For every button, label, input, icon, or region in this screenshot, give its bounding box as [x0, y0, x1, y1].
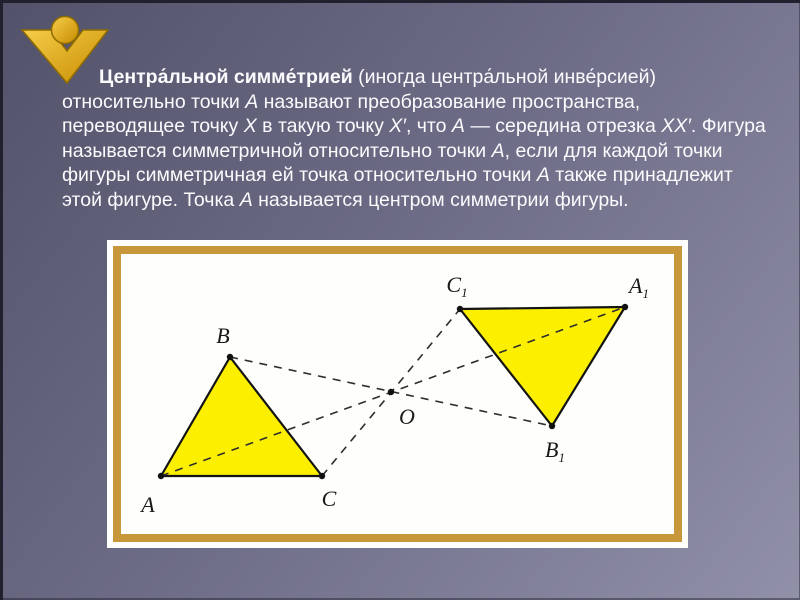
point-label-B: B: [216, 323, 230, 348]
central-symmetry-diagram: [121, 254, 674, 534]
math-variable: А: [491, 139, 505, 162]
text-segment: (иногда центра́льной инве́рсией): [352, 66, 657, 88]
text-segment: называется симметричной относительно точки: [62, 139, 492, 162]
text-segment: также принадлежит: [549, 164, 733, 187]
math-variable: А: [451, 115, 465, 138]
math-variable: Х′: [389, 115, 406, 138]
point-dot-O: [388, 389, 394, 395]
point-label-C: C: [321, 486, 337, 511]
math-variable: А: [536, 164, 550, 187]
math-variable: А: [239, 188, 253, 211]
text-segment: называется центром симметрии фигуры.: [252, 188, 629, 211]
definition-paragraph: [62, 65, 770, 213]
triangle-image: [460, 307, 625, 426]
text-segment: , что: [405, 115, 452, 138]
text-segment: называют преобразование пространства,: [258, 90, 641, 113]
text-segment: этой фигуре. Точка: [62, 188, 240, 211]
math-variable: А: [245, 90, 259, 113]
text-segment: переводящее точку: [62, 115, 244, 138]
term-bold: Центра́льной симме́трией: [99, 66, 353, 88]
point-dot-C1: [457, 306, 463, 312]
point-label-A1: $A_1$: [629, 273, 649, 301]
point-dot-B1: [549, 423, 555, 429]
logo-ball: [52, 17, 79, 44]
text-segment: относительно точки: [62, 90, 246, 113]
math-variable: ХХ′: [661, 115, 691, 138]
text-segment: в такую точку: [256, 115, 390, 138]
point-label-O: O: [399, 404, 415, 429]
point-label-B1: $B_1$: [545, 437, 565, 465]
point-label-A: A: [141, 492, 155, 517]
text-segment: . Фигура: [690, 115, 766, 138]
point-dot-A1: [622, 304, 628, 310]
point-label-C1: $C_1$: [446, 272, 468, 300]
text-segment: , если для каждой точки: [504, 139, 723, 162]
triangle-original: [161, 357, 322, 476]
point-dot-A: [158, 473, 164, 479]
point-dot-B: [227, 354, 233, 360]
math-variable: Х: [243, 115, 257, 138]
text-segment: — середина отрезка: [464, 115, 662, 138]
symmetry-figure: [107, 240, 688, 548]
point-dot-C: [319, 473, 325, 479]
text-segment: фигуры симметричная ей точка относительно точки: [62, 164, 537, 187]
